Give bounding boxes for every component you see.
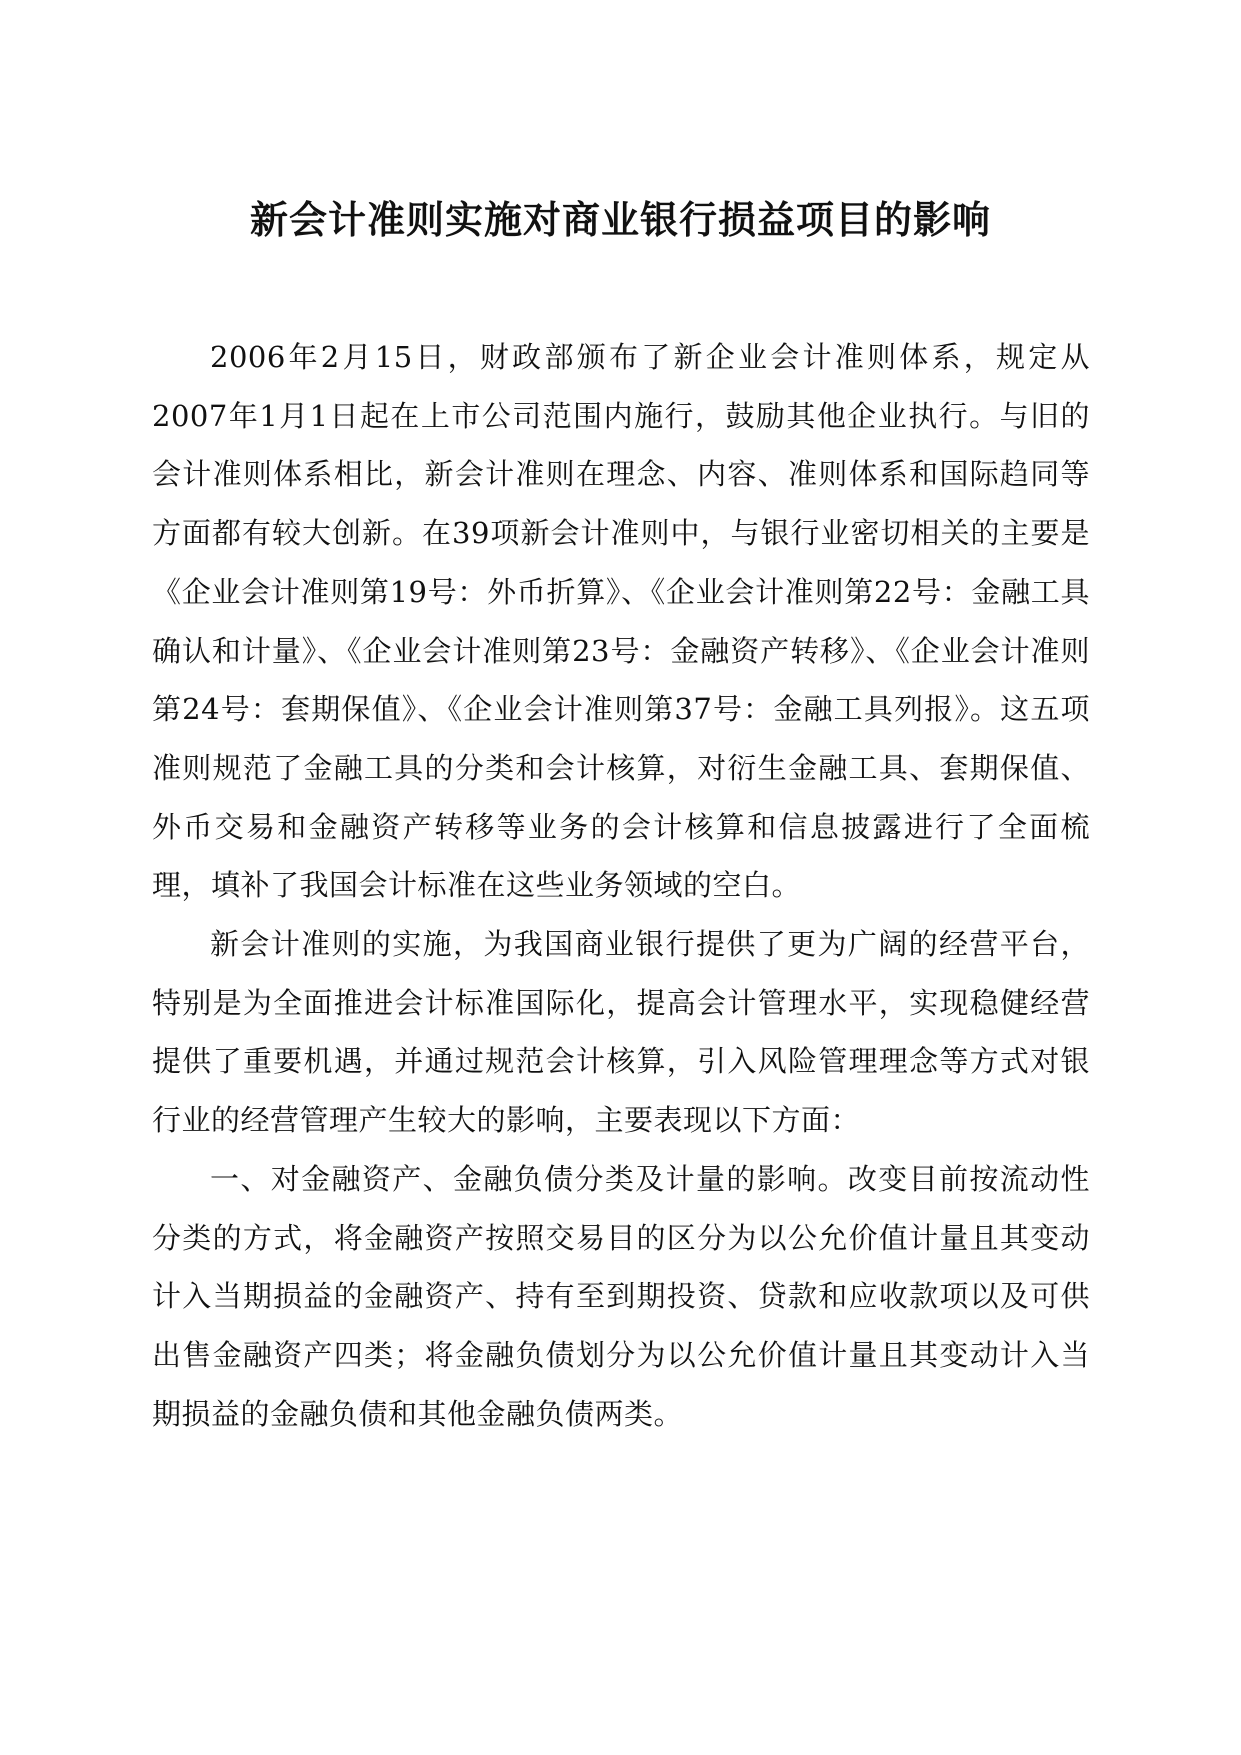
document-title: 新会计准则实施对商业银行损益项目的影响 (249, 198, 991, 242)
document-body (152, 328, 1090, 1443)
paragraph-2: 新会计准则的实施，为我国商业银行提供了更为广阔的经营平台，特别是为全面推进会计标准国际化，提高会计管理水平，实现稳健经营提供了重要机遇，并通过规范会计核算，引入风险管理理念等方式对银行业的经营管理产生较大的影响，主要表现以下方面： (152, 927, 1090, 1138)
paragraph-3: 一、对金融资产、金融负债分类及计量的影响。改变目前按流动性分类的方式，将金融资产按照交易目的区分为以公允价值计量且其变动计入当期损益的金融资产、持有至到期投资、贷款和应收款项以及可供出售金融资产四类；将金融负债划分为以公允价值计量且其变动计入当期损益的金融负债和其他金融负债两类。 (152, 1161, 1090, 1431)
paragraph-1: 2006年2月15日，财政部颁布了新企业会计准则体系，规定从2007年1月1日起在上市公司范围内施行，鼓励其他企业执行。与旧的会计准则体系相比，新会计准则在理念、内容、准则体系和国际趋同等方面都有较大创新。在39项新会计准则中，与银行业密切相关的主要是《企业会计准则第19号：外币折算》、《企业会计准则第22号：金融工具确认和计量》、《企业会计准则第23号：金融资产转移》、《企业会计准则第24号：套期保值》、《企业会计准则第37号：金融工具列报》。这五项准则规范了金融工具的分类和会计核算，对衍生金融工具、套期保值、外币交易和金融资产转移等业务的会计核算和信息披露进行了全面梳理，填补了我国会计标准在这些业务领域的空白。 (152, 340, 1090, 903)
